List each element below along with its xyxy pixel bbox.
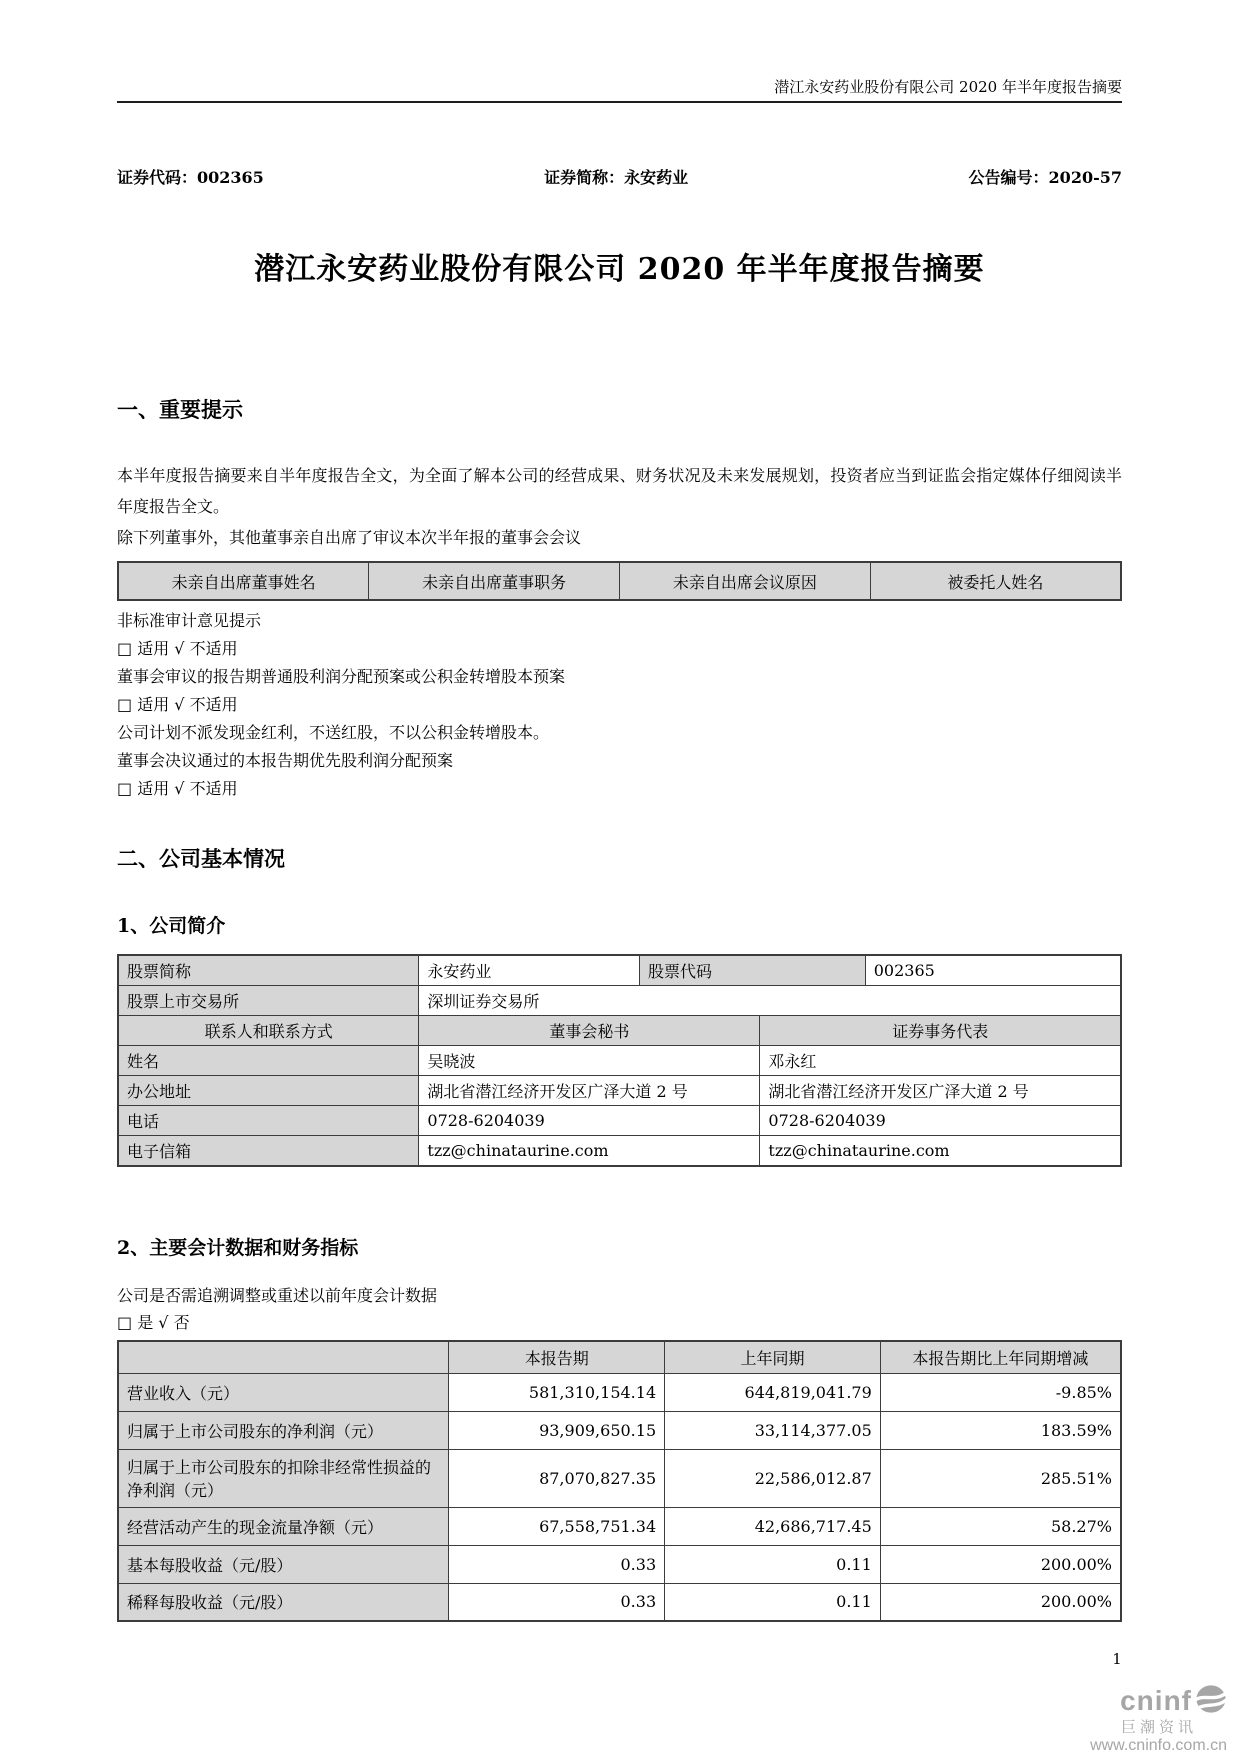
announcement-no-label: 公告编号：2020-57 [968,168,1122,187]
absent-reason-header: 未亲自出席会议原因 [620,562,871,600]
current-value-cell: 87,070,827.35 [449,1449,665,1507]
exchange-value-cell: 深圳证券交易所 [419,986,1121,1016]
change-value-cell: 183.59% [880,1411,1121,1449]
change-value-cell: 200.00% [880,1545,1121,1583]
table-row [118,1106,1121,1136]
prior-value-cell: 0.11 [665,1545,881,1583]
stock-abbr-value-cell: 永安药业 [419,955,640,986]
secretary-value-cell: 吴晓波 [419,1046,760,1076]
table-row [118,1076,1121,1106]
change-value-cell: 285.51% [880,1449,1121,1507]
absent-directors-table [117,561,1122,601]
table-row [118,1411,1121,1449]
change-header: 本报告期比上年同期增减 [880,1341,1121,1373]
prior-period-header: 上年同期 [665,1341,881,1373]
cninfo-brand-text: cninf [1120,1684,1192,1716]
table-row [118,1136,1121,1167]
current-value-cell: 93,909,650.15 [449,1411,665,1449]
table-row [118,986,1121,1016]
applicable-line: □ 适用 √ 不适用 [117,779,238,798]
row-label-cell: 电子信箱 [118,1136,419,1167]
table-row [118,1583,1121,1621]
table-header-row [118,1341,1121,1373]
financial-indicators-table [117,1340,1122,1622]
stock-code-label-cell: 股票代码 [640,955,866,986]
change-value-cell: 200.00% [880,1583,1121,1621]
current-value-cell: 0.33 [449,1545,665,1583]
stock-abbr-label-cell: 股票简称 [118,955,419,986]
notice-checklist [117,607,1122,803]
prior-value-cell: 42,686,717.45 [665,1507,881,1545]
prior-value-cell: 33,114,377.05 [665,1411,881,1449]
section-heading-important-notice: 一、重要提示 [117,397,243,422]
cninfo-logo-icon [1195,1684,1227,1719]
current-value-cell: 67,558,751.34 [449,1507,665,1545]
prior-value-cell: 0.11 [665,1583,881,1621]
cninfo-watermark [1090,1684,1227,1754]
indicator-label-cell: 营业收入（元） [118,1373,449,1411]
applicable-line: □ 适用 √ 不适用 [117,695,238,714]
meta-row [117,165,1122,188]
subsection-heading-company-profile: 1、公司简介 [117,915,226,937]
current-value-cell: 0.33 [449,1583,665,1621]
table-row [118,1449,1121,1507]
running-header-text: 潜江永安药业股份有限公司 2020 年半年度报告摘要 [774,78,1122,96]
secretary-value-cell: tzz@chinataurine.com [419,1136,760,1167]
cninfo-url-text: www.cninfo.com.cn [1090,1737,1227,1754]
non-standard-audit-note: 非标准审计意见提示 [117,611,262,630]
delegate-name-header: 被委托人姓名 [870,562,1121,600]
page-number: 1 [1112,1650,1122,1668]
indicator-label-cell: 归属于上市公司股东的净利润（元） [118,1411,449,1449]
prior-value-cell: 22,586,012.87 [665,1449,881,1507]
restate-question: 公司是否需追溯调整或重述以前年度会计数据 [117,1286,438,1305]
representative-value-cell: tzz@chinataurine.com [760,1136,1121,1167]
prior-value-cell: 644,819,041.79 [665,1373,881,1411]
indicator-label-cell: 基本每股收益（元/股） [118,1545,449,1583]
dividend-plan-note: 董事会审议的报告期普通股利润分配预案或公积金转增股本预案 [117,667,566,686]
representative-header-cell: 证券事务代表 [760,1016,1121,1046]
secretary-value-cell: 0728-6204039 [419,1106,760,1136]
company-profile-table [117,954,1122,1167]
change-value-cell: 58.27% [880,1507,1121,1545]
stock-name-label: 证券简称：永安药业 [544,168,689,187]
stock-code-value-cell: 002365 [865,955,1121,986]
restate-answer: □ 是 √ 否 [117,1313,190,1332]
representative-value-cell: 0728-6204039 [760,1106,1121,1136]
row-label-cell: 姓名 [118,1046,419,1076]
current-value-cell: 581,310,154.14 [449,1373,665,1411]
absent-director-name-header: 未亲自出席董事姓名 [118,562,369,600]
subsection-heading-financial-indicators: 2、主要会计数据和财务指标 [117,1237,359,1259]
indicator-label-cell: 归属于上市公司股东的扣除非经常性损益的净利润（元） [118,1449,449,1507]
row-label-cell: 电话 [118,1106,419,1136]
no-dividend-note: 公司计划不派发现金红利，不送红股，不以公积金转增股本。 [117,723,550,742]
representative-value-cell: 湖北省潜江经济开发区广泽大道 2 号 [760,1076,1121,1106]
change-value-cell: -9.85% [880,1373,1121,1411]
secretary-header-cell: 董事会秘书 [419,1016,760,1046]
representative-value-cell: 邓永红 [760,1046,1121,1076]
table-row [118,1046,1121,1076]
table-row [118,955,1121,986]
indicator-label-cell: 经营活动产生的现金流量净额（元） [118,1507,449,1545]
absent-director-title-header: 未亲自出席董事职务 [369,562,620,600]
table-row [118,1016,1121,1046]
document-title: 潜江永安药业股份有限公司 2020 年半年度报告摘要 [254,252,985,287]
table-row [118,1373,1121,1411]
important-notice-paragraph: 本半年度报告摘要来自半年度报告全文，为全面了解本公司的经营成果、财务状况及未来发展规划，投资者应当到证监会指定媒体仔细阅读半年度报告全文。 [117,466,1122,516]
indicator-label-cell: 稀释每股收益（元/股） [118,1583,449,1621]
row-label-cell: 办公地址 [118,1076,419,1106]
attendance-note: 除下列董事外，其他董事亲自出席了审议本次半年报的董事会会议 [117,528,582,547]
preferred-dividend-note: 董事会决议通过的本报告期优先股利润分配预案 [117,751,454,770]
stock-code-label: 证券代码：002365 [117,168,264,187]
section-heading-company-overview: 二、公司基本情况 [117,846,285,871]
table-row [118,562,1121,600]
table-row [118,1545,1121,1583]
running-header [117,0,1122,103]
cninfo-chinese-text: 巨潮资讯 [1120,1718,1197,1736]
contact-header-cell: 联系人和联系方式 [118,1016,419,1046]
applicable-line: □ 适用 √ 不适用 [117,639,238,658]
current-period-header: 本报告期 [449,1341,665,1373]
secretary-value-cell: 湖北省潜江经济开发区广泽大道 2 号 [419,1076,760,1106]
blank-header-cell [118,1341,449,1373]
exchange-label-cell: 股票上市交易所 [118,986,419,1016]
table-row [118,1507,1121,1545]
